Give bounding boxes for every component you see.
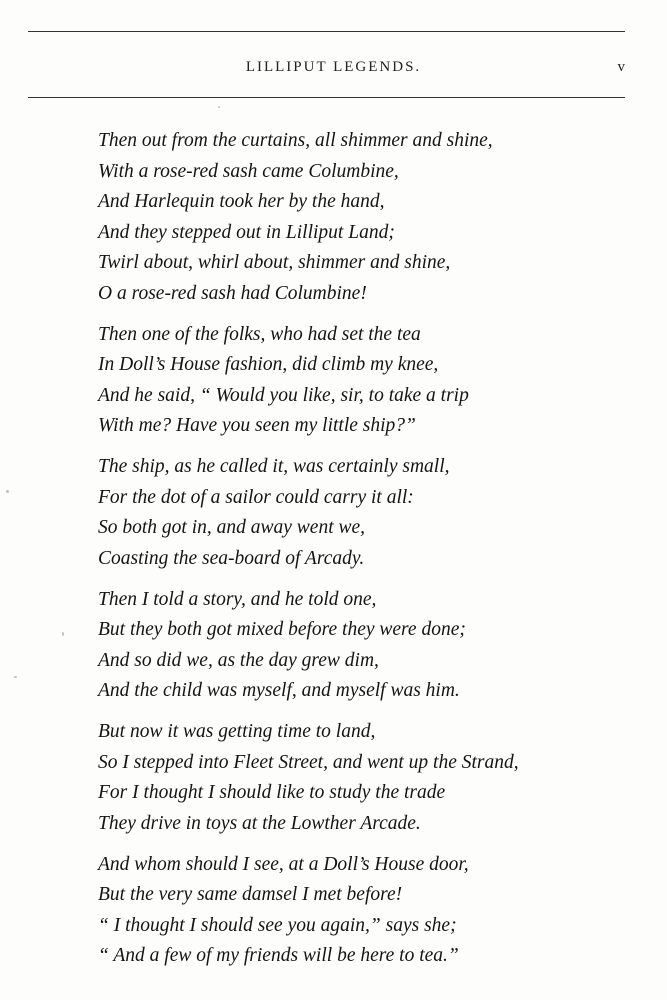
page-number: v — [617, 59, 625, 75]
stanza — [98, 717, 638, 839]
paper-speck — [62, 632, 64, 636]
poem-line: In Doll’s House fashion, did climb my knee, — [98, 354, 439, 375]
poem-line: “ I thought I should see you again,” says she; — [98, 914, 457, 936]
poem-line: So I stepped into Fleet Street, and went up the Strand, — [98, 751, 519, 773]
stanza — [98, 126, 638, 309]
stanza — [98, 320, 638, 442]
poem-line: And they stepped out in Lilliput Land; — [98, 221, 395, 243]
poem-line: The ship, as he called it, was certainly small, — [98, 456, 450, 477]
poem-line: But they both got mixed before they were done; — [98, 619, 466, 640]
header-top-rule — [28, 31, 625, 32]
poem-line: “ And a few of my friends will be here to tea.” — [98, 945, 459, 966]
running-head — [0, 56, 667, 78]
poem-line: And whom should I see, at a Doll’s House door, — [98, 853, 469, 875]
running-title: LILLIPUT LEGENDS. — [245, 59, 422, 75]
stanza — [98, 452, 638, 574]
stanza — [98, 585, 638, 707]
paper-speck — [14, 676, 17, 678]
poem-body — [98, 126, 638, 982]
poem-line: And he said, “ Would you like, sir, to take a trip — [98, 384, 469, 406]
poem-line: With a rose-red sash came Columbine, — [98, 160, 399, 182]
poem-line: For I thought I should like to study the trade — [98, 782, 446, 803]
poem-line: For the dot of a sailor could carry it all: — [98, 486, 414, 508]
poem-line: So both got in, and away went we, — [98, 517, 366, 538]
poem-line: And Harlequin took her by the hand, — [98, 191, 385, 212]
poem-line: But the very same damsel I met before! — [98, 884, 403, 905]
paper-speck — [6, 490, 9, 493]
poem-line: But now it was getting time to land, — [98, 721, 376, 742]
poem-line: And the child was myself, and myself was him. — [98, 680, 460, 701]
poem-line: Then out from the curtains, all shimmer and shine, — [98, 130, 493, 151]
paper-speck — [218, 106, 220, 108]
poem-line: Then I told a story, and he told one, — [98, 588, 377, 610]
poem-line: Coasting the sea-board of Arcady. — [98, 547, 365, 569]
poem-line: O a rose-red sash had Columbine! — [98, 282, 367, 304]
poem-line: Then one of the folks, who had set the tea — [98, 323, 421, 345]
poem-line: They drive in toys at the Lowther Arcade. — [98, 812, 421, 834]
header-bottom-rule — [28, 97, 625, 98]
poem-line: Twirl about, whirl about, shimmer and shine, — [98, 252, 451, 273]
poem-line: And so did we, as the day grew dim, — [98, 649, 379, 671]
poem-line: With me? Have you seen my little ship?” — [98, 415, 416, 436]
stanza — [98, 850, 638, 972]
